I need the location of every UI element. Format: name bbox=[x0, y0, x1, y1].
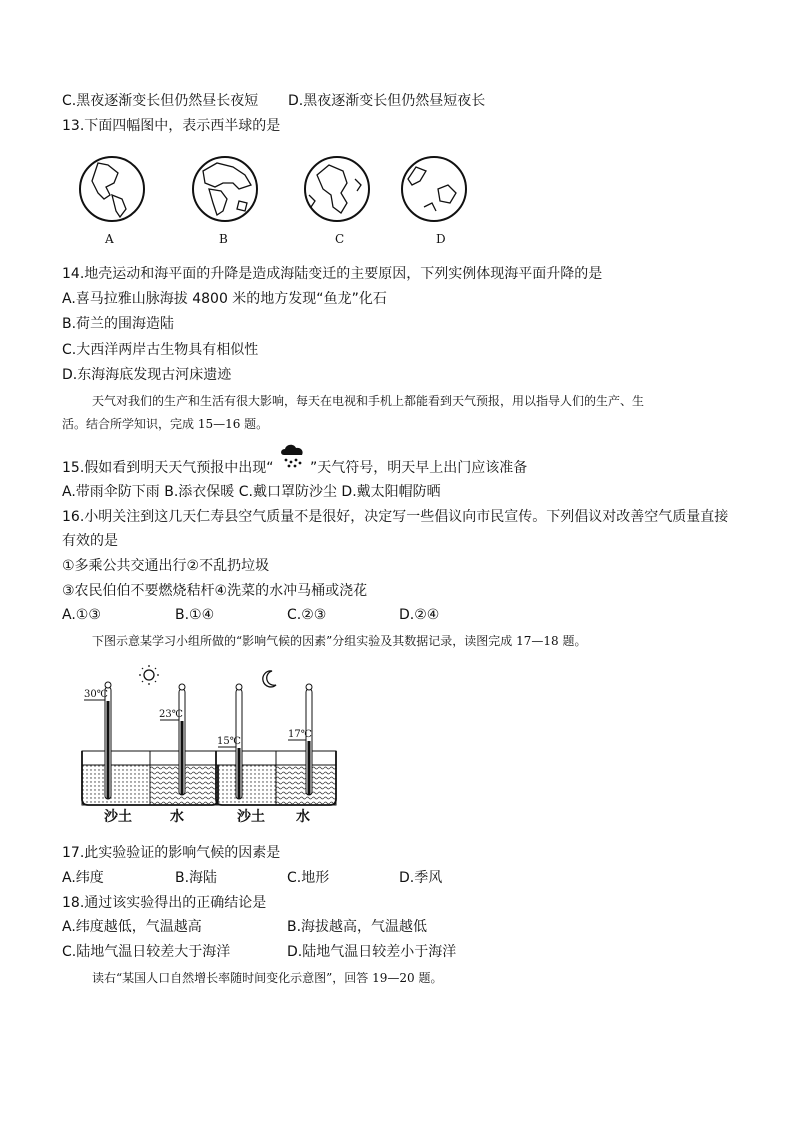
globe-b bbox=[193, 157, 257, 221]
q18-stem: 18.通过该实验得出的正确结论是 bbox=[62, 895, 267, 911]
q17-option-b: B.海陆 bbox=[175, 870, 218, 886]
q17-option-c: C.地形 bbox=[287, 870, 330, 886]
intro-17-18: 下图示意某学习小组所做的“影响气候的因素”分组实验及其数据记录，读图完成 17—18 题。 bbox=[92, 634, 587, 648]
q16-stem-line1: 16.小明关注到这几天仁寿县空气质量不是很好，决定写一些倡议向市民宣传。下列倡议对改善空气质量直接 bbox=[62, 509, 729, 525]
globe-label-c: C bbox=[335, 232, 345, 246]
temp-night-sand: 15℃ bbox=[217, 736, 241, 747]
globe-label-a: A bbox=[105, 232, 114, 246]
q16-option-b: B.①④ bbox=[175, 607, 215, 623]
moon-icon bbox=[263, 671, 276, 687]
globe-d bbox=[402, 157, 466, 221]
q14-option-d: D.东海海底发现古河床遗迹 bbox=[62, 367, 232, 383]
label-sand-1: 沙土 bbox=[104, 809, 132, 825]
q12-option-c: C.黑夜逐渐变长但仍然昼长夜短 bbox=[62, 93, 259, 109]
tank-day bbox=[82, 751, 218, 805]
temp-day-water: 23℃ bbox=[159, 709, 183, 720]
q17-option-a: A.纬度 bbox=[62, 870, 104, 886]
q16-items-line2: ③农民伯伯不要燃烧秸杆④洗菜的水冲马桶或浇花 bbox=[62, 583, 368, 599]
q18-option-a: A.纬度越低，气温越高 bbox=[62, 919, 202, 935]
label-water-1: 水 bbox=[170, 809, 184, 825]
q15-stem-post: ”天气符号，明天早上出门应该准备 bbox=[310, 460, 528, 476]
globe-a bbox=[80, 157, 144, 221]
globes-figure bbox=[70, 152, 490, 232]
q14-option-a: A.喜马拉雅山脉海拔 4800 米的地方发现“鱼龙”化石 bbox=[62, 291, 387, 307]
q18-option-b: B.海拔越高，气温越低 bbox=[287, 919, 428, 935]
temp-night-water: 17℃ bbox=[288, 729, 312, 740]
label-sand-2: 沙土 bbox=[237, 809, 265, 825]
intro-19-20: 读右“某国人口自然增长率随时间变化示意图”，回答 19—20 题。 bbox=[92, 971, 443, 985]
intro-15-16-line2: 活。结合所学知识，完成 15—16 题。 bbox=[62, 417, 269, 431]
q13-stem: 13.下面四幅图中，表示西半球的是 bbox=[62, 118, 281, 134]
q15-options: A.带雨伞防下雨 B.添衣保暖 C.戴口罩防沙尘 D.戴太阳帽防晒 bbox=[62, 484, 441, 500]
globe-label-d: D bbox=[436, 232, 446, 246]
q14-option-c: C.大西洋两岸古生物具有相似性 bbox=[62, 342, 259, 358]
q16-option-d: D.②④ bbox=[399, 607, 440, 623]
q18-option-d: D.陆地气温日较差小于海洋 bbox=[287, 944, 457, 960]
sun-icon bbox=[139, 665, 159, 685]
tank-night bbox=[216, 751, 336, 805]
q16-stem-line2: 有效的是 bbox=[62, 533, 118, 549]
q14-stem: 14.地壳运动和海平面的升降是造成海陆变迁的主要原因，下列实例体现海平面升降的是 bbox=[62, 266, 603, 282]
temp-day-sand: 30℃ bbox=[84, 689, 108, 700]
q12-option-d: D.黑夜逐渐变长但仍然昼短夜长 bbox=[288, 93, 486, 109]
q14-option-b: B.荷兰的围海造陆 bbox=[62, 316, 175, 332]
label-water-2: 水 bbox=[296, 809, 310, 825]
q17-stem: 17.此实验验证的影响气候的因素是 bbox=[62, 845, 281, 861]
globe-label-b: B bbox=[219, 232, 228, 246]
intro-15-16-line1: 天气对我们的生产和生活有很大影响，每天在电视和手机上都能看到天气预报，用以指导人们的生产、生 bbox=[92, 394, 645, 408]
q17-option-d: D.季风 bbox=[399, 870, 443, 886]
q15-stem-pre: 15.假如看到明天天气预报中出现“ bbox=[62, 460, 274, 476]
q16-option-a: A.①③ bbox=[62, 607, 101, 623]
q18-option-c: C.陆地气温日较差大于海洋 bbox=[62, 944, 231, 960]
q16-items-line1: ①多乘公共交通出行②不乱扔垃圾 bbox=[62, 558, 270, 574]
globe-c bbox=[305, 157, 369, 221]
q16-option-c: C.②③ bbox=[287, 607, 327, 623]
snow-weather-icon bbox=[278, 441, 308, 471]
